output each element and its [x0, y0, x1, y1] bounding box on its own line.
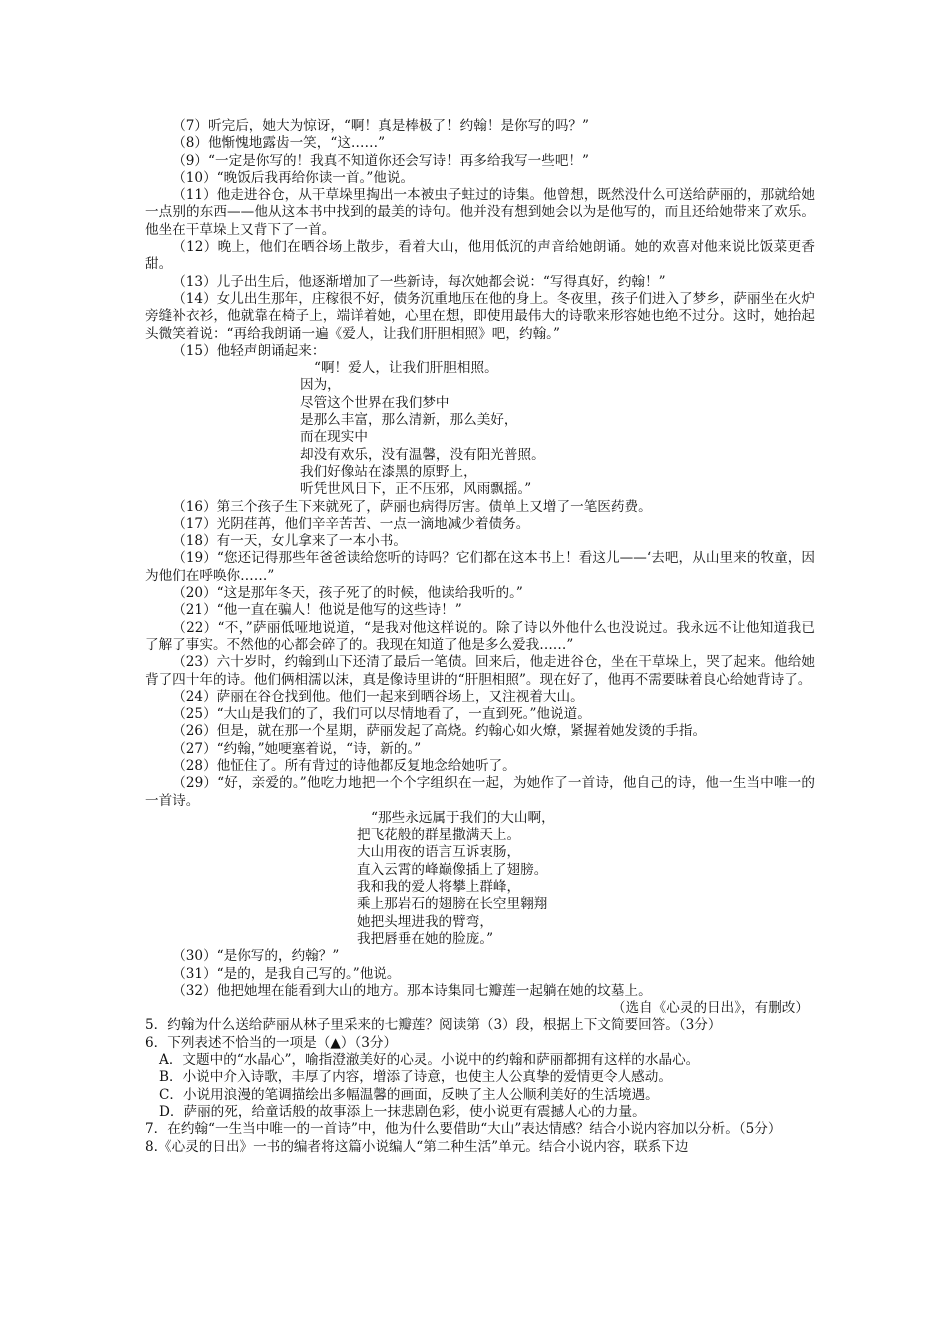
poem-line: 是那么丰富，那么清新，那么美好，	[300, 412, 518, 429]
story-paragraph: （22）“不，”萨丽低哑地说道，“是我对他这样说的。除了诗以外他什么也没说过。我永远不让他知道我已了解了事实。不然他的心都会碎了的。我现在知道了他是多么爱我……”	[145, 619, 815, 653]
story-paragraphs-part-3	[145, 948, 815, 1000]
story-paragraph: （20）“这是那年冬天，孩子死了的时候，他读给我听的。”	[172, 585, 523, 602]
poem-mountains	[145, 810, 815, 948]
question-6-option-b: B．小说中介入诗歌，丰厚了内容，增添了诗意，也使主人公真挚的爱情更令人感动。	[159, 1069, 672, 1086]
story-paragraph: （8）他惭愧地露齿一笑，“这……”	[172, 135, 386, 152]
poem-line: 而在现实中	[300, 429, 368, 446]
question-6-option-d: D．萨丽的死，给童话般的故事添上一抹悲剧色彩，使小说更有震撼人心的力量。	[159, 1103, 646, 1120]
question-5: 5．约翰为什么送给萨丽从林子里采来的七瓣莲？阅读第（3）段，根据上下文简要回答。（3分）	[145, 1017, 722, 1034]
story-paragraphs-part-2	[145, 499, 815, 810]
story-paragraph: （24）萨丽在谷仓找到他。他们一起来到晒谷场上，又注视着大山。	[172, 688, 584, 705]
poem-line: 我和我的爱人将攀上群峰，	[357, 879, 521, 896]
poem-line: 却没有欢乐，没有温馨，没有阳光普照。	[300, 446, 545, 463]
story-paragraph: （9）“一定是你写的！我真不知道你还会写诗！再多给我写一些吧！”	[172, 152, 589, 169]
poem-line: “那些永远属于我们的大山啊，	[371, 809, 555, 826]
story-paragraph: （10）“晚饭后我再给你读一首。”他说。	[172, 169, 415, 186]
story-paragraph: （30）“是你写的，约翰？”	[172, 948, 340, 965]
story-paragraph: （11）他走进谷仓，从干草垛里掏出一本被虫子蛀过的诗集。他曾想，既然没什么可送给萨丽的，那就给她一点别的东西——他从这本书中找到的最美的诗句。他并没有想到她会以为是他写的，而且还给她带来了欢乐。他坐在干草垛上又背下了一首。	[145, 187, 815, 238]
story-paragraph: （21）“他一直在骗人！他说是他写的这些诗！”	[172, 602, 462, 619]
story-paragraph: （26）但是，就在那一个星期，萨丽发起了高烧。约翰心如火燎，紧握着她发烫的手指。	[172, 723, 707, 740]
story-paragraph: （18）有一天，女儿拿来了一本小书。	[172, 533, 407, 550]
story-paragraph: （17）光阴荏苒，他们辛辛苦苦、一点一滴地减少着债务。	[172, 515, 530, 532]
poem-line: 听凭世风日下，正不压邪，风雨飘摇。”	[300, 481, 532, 498]
story-paragraph: （19）“您还记得那些年爸爸读给您听的诗吗？它们都在这本书上！看这儿——‘去吧，从山里来的牧童，因为他们在呼唤你……”	[145, 550, 815, 584]
poem-line: 把飞花般的群星撒满天上。	[357, 827, 521, 844]
poem-line: 因为，	[300, 377, 341, 394]
questions-section	[145, 1017, 815, 1155]
story-paragraph: （25）“大山是我们的了，我们可以尽情地看了，一直到死。”他说道。	[172, 706, 591, 723]
story-paragraph: （27）“约翰，”她哽塞着说，“诗，新的。”	[172, 740, 422, 757]
poem-line: 尽管这个世界在我们梦中	[300, 394, 450, 411]
poem-love-heart	[145, 360, 815, 498]
story-paragraphs-part-1	[145, 118, 815, 360]
story-paragraph: （12）晚上，他们在晒谷场上散步，看着大山，他用低沉的声音给她朗诵。她的欢喜对他来说比饭菜更香甜。	[145, 239, 815, 273]
story-paragraph: （31）“是的，是我自己写的。”他说。	[172, 965, 401, 982]
question-8: 8.《心灵的日出》一书的编者将这篇小说编人“第二种生活”单元。结合小说内容，联系下边	[145, 1138, 689, 1155]
document-page	[145, 118, 815, 1156]
question-7: 7．在约翰“一生当中唯一的一首诗”中，他为什么要借助“大山”表达情感？结合小说内容加以分析。（5分）	[145, 1121, 782, 1138]
story-paragraph: （14）女儿出生那年，庄稼很不好，债务沉重地压在他的身上。冬夜里，孩子们进入了梦乡，萨丽坐在火炉旁缝补衣衫，他就靠在椅子上，端详着她，心里在想，即使用最伟大的诗歌来形容她也绝不过分。这时，她抬起头微笑着说：“再给我朗诵一遍《爱人，让我们肝胆相照》吧，约翰。”	[145, 290, 815, 342]
question-6-option-a: A．文题中的“水晶心”，喻指澄澈美好的心灵。小说中的约翰和萨丽都拥有这样的水晶心。	[159, 1052, 700, 1069]
poem-line: 大山用夜的语言互诉衷肠，	[357, 844, 521, 861]
poem-line: 她把头埋进我的臂弯，	[357, 913, 493, 930]
story-paragraph: （7）听完后，她大为惊讶，“啊！真是棒极了！约翰！是你写的吗？”	[172, 118, 589, 134]
poem-line: 直入云霄的峰巅像插上了翅膀。	[357, 861, 548, 878]
story-paragraph: （23）六十岁时，约翰到山下还清了最后一笔债。回来后，他走进谷仓，坐在干草垛上，哭了起来。他给她背了四十年的诗。他们俩相濡以沫，真是像诗里讲的“肝胆相照”。现在好了，他再不需要昧着良心给她背诗了。	[145, 654, 815, 688]
poem-line: 乘上那岩石的翅膀在长空里翱翔	[357, 896, 548, 913]
question-6-option-c: C．小说用浪漫的笔调描绘出多幅温馨的画面，反映了主人公顺利美好的生活境遇。	[159, 1086, 659, 1103]
story-paragraph: （32）他把她埋在能看到大山的地方。那本诗集同七瓣莲一起躺在她的坟墓上。	[172, 982, 652, 999]
poem-line: “啊！爱人，让我们肝胆相照。	[314, 360, 498, 377]
source-citation: （选自《心灵的日出》，有删改）	[611, 1000, 809, 1017]
story-paragraph: （29）“好，亲爱的。”他吃力地把一个个字组织在一起，为她作了一首诗，他自己的诗，他一生当中唯一的一首诗。	[145, 775, 815, 809]
story-paragraph: （16）第三个孩子生下来就死了，萨丽也病得厉害。债单上又增了一笔医药费。	[172, 498, 652, 515]
story-paragraph: （28）他怔住了。所有背过的诗他都反复地念给她听了。	[172, 757, 516, 774]
story-paragraph: （13）儿子出生后，他逐渐增加了一些新诗，每次她都会说：“写得真好，约翰！”	[172, 273, 666, 290]
poem-line: 我们好像站在漆黑的原野上，	[300, 463, 477, 480]
question-6: 6．下列表述不恰当的一项是（▲）（3分）	[145, 1034, 398, 1051]
poem-line: 我把唇垂在她的脸庞。”	[357, 930, 494, 947]
story-paragraph: （15）他轻声朗诵起来：	[172, 342, 326, 359]
